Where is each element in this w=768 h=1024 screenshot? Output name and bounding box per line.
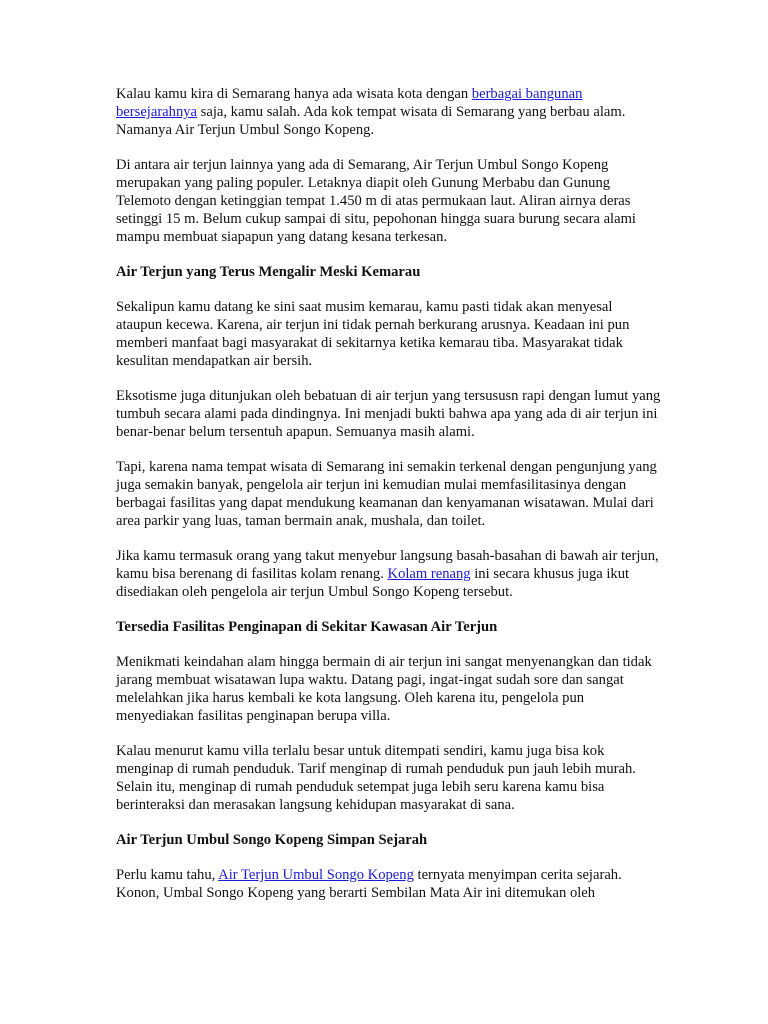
paragraph-text: saja, kamu salah. Ada kok tempat wisata di Semarang yang berbau alam. Namanya Air Terjun Umbul Songo Kopeng. bbox=[116, 104, 626, 138]
paragraph-text: ini secara khusus juga ikut disediakan oleh pengelola air terjun Umbul Songo Kopeng tersebut. bbox=[116, 566, 630, 600]
paragraph-location: Di antara air terjun lainnya yang ada di Semarang, Air Terjun Umbul Songo Kopeng merupakan yang paling populer. Letaknya diapit oleh Gunung Merbabu dan Gunung Telemoto dengan ketinggian tempat 1.450 m di atas permukaan laut. Aliran airnya deras setinggi 15 m. Belum cukup sampai di situ, pepohonan hingga suara burung secara alami mampu membuat siapapun yang datang kesana terkesan. bbox=[116, 157, 636, 245]
section-heading-penginapan: Tersedia Fasilitas Penginapan di Sekitar Kawasan Air Terjun bbox=[116, 619, 498, 635]
document-page bbox=[116, 85, 661, 919]
paragraph-text: Perlu kamu tahu, bbox=[116, 867, 219, 883]
paragraph-rumah-penduduk: Kalau menurut kamu villa terlalu besar untuk ditempati sendiri, kamu juga bisa kok menginap di rumah penduduk. Tarif menginap di rumah penduduk pun jauh lebih murah. Selain itu, menginap di rumah penduduk setempat juga lebih seru karena kamu bisa berinteraksi dan merasakan langsung kehidupan masyarakat di sana. bbox=[116, 743, 636, 813]
link-kolam-renang[interactable]: Kolam renang bbox=[387, 566, 471, 582]
paragraph-kolam-renang bbox=[116, 547, 661, 601]
section-heading-sejarah: Air Terjun Umbul Songo Kopeng Simpan Sejarah bbox=[116, 832, 428, 848]
link-berbagai-bangunan-bersejarah[interactable]: berbagai bangunan bersejarahnya bbox=[116, 86, 583, 120]
paragraph-fasilitas: Tapi, karena nama tempat wisata di Semarang ini semakin terkenal dengan pengunjung yang juga semakin banyak, pengelola air terjun ini kemudian mulai memfasilitasinya dengan berbagai fasilitas yang dapat mendukung keamanan dan kenyamanan wisatawan. Mulai dari area parkir yang luas, taman bermain anak, mushala, dan toilet. bbox=[116, 459, 657, 529]
paragraph-villa: Menikmati keindahan alam hingga bermain di air terjun ini sangat menyenangkan dan tidak jarang membuat wisatawan lupa waktu. Datang pagi, ingat-ingat sudah sore dan sangat melelahkan jika harus kembali ke kota langsung. Oleh karena itu, pengelola pun menyediakan fasilitas penginapan berupa villa. bbox=[116, 654, 652, 724]
section-heading-kemarau: Air Terjun yang Terus Mengalir Meski Kemarau bbox=[116, 264, 421, 280]
paragraph-sejarah bbox=[116, 866, 661, 902]
paragraph-eksotisme: Eksotisme juga ditunjukan oleh bebatuan di air terjun yang tersususn rapi dengan lumut yang tumbuh secara alami pada dindingnya. Ini menjadi bukti bahwa apa yang ada di air terjun ini benar-benar belum tersentuh apapun. Semuanya masih alami. bbox=[116, 388, 661, 440]
paragraph-text: Kalau kamu kira di Semarang hanya ada wisata kota dengan bbox=[116, 86, 472, 102]
paragraph-kemarau: Sekalipun kamu datang ke sini saat musim kemarau, kamu pasti tidak akan menyesal ataupun kecewa. Karena, air terjun ini tidak pernah berkurang arusnya. Keadaan ini pun memberi manfaat bagi masyarakat di sekitarnya ketika kemarau tiba. Masyarakat tidak kesulitan mendapatkan air bersih. bbox=[116, 299, 630, 369]
paragraph-text: Jika kamu termasuk orang yang takut menyebur langsung basah-basahan di bawah air terjun, kamu bisa berenang di fasilitas kolam renang. bbox=[116, 548, 659, 582]
link-air-terjun-umbul-songo-kopeng[interactable]: Air Terjun Umbul Songo Kopeng bbox=[218, 867, 414, 883]
paragraph-text: ternyata menyimpan cerita sejarah. Konon, Umbal Songo Kopeng yang berarti Sembilan Mata Air ini ditemukan oleh bbox=[116, 867, 622, 901]
paragraph-intro bbox=[116, 85, 661, 139]
